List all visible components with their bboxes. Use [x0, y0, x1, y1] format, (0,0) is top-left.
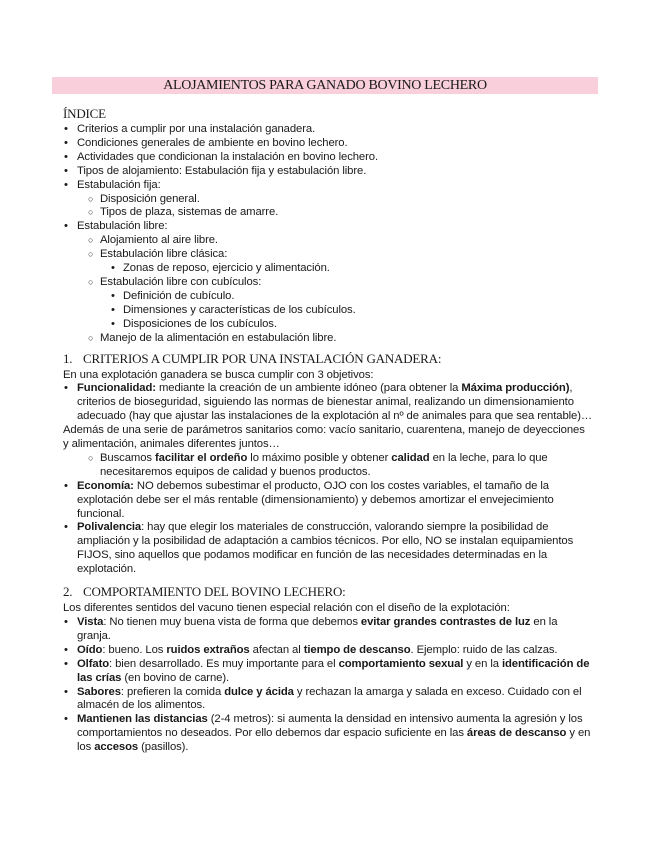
- index-subitem: ○ Estabulación libre con cubículos:: [63, 276, 593, 290]
- bold-run: ruidos extraños: [166, 643, 250, 656]
- bold-run: facilitar el ordeño: [154, 451, 248, 464]
- document-title: ALOJAMIENTOS PARA GANADO BOVINO LECHERO: [163, 78, 487, 93]
- index-subsubitem: • Disposiciones de los cubículos.: [63, 318, 593, 332]
- index-subitem: ○ Disposición general.: [63, 193, 593, 207]
- sense-label: Olfato: [77, 657, 110, 670]
- index-heading: ÍNDICE: [63, 106, 106, 121]
- text-run: y rechazan la amarga y salada en exceso. Cuidado con el almacén de los alimentos.: [77, 685, 582, 712]
- index-item: • Estabulación fija:: [63, 179, 593, 193]
- text-run: Buscamos: [100, 451, 155, 464]
- bold-run: evitar grandes contrastes de luz: [360, 616, 531, 628]
- section-number: 2.: [63, 584, 73, 600]
- text-run: : hay que elegir los materiales de construcción, valorando siempre la posibilidad de ampliación y la posibilidad de adaptación a cambios técnicos. Por ello, NO se instalan equipamientos FIJOS, sino aquellos que podamos modificar en función de las necesidades determinadas en la explotación.: [77, 521, 574, 576]
- sense-olfato: [63, 658, 593, 686]
- bold-run: dulce y ácida: [224, 685, 294, 698]
- text-run: : prefieren la comida: [120, 685, 225, 698]
- section-1-heading: [63, 351, 593, 367]
- sanitary-paragraph: Además de una serie de parámetros sanitarios como: vacío sanitario, cuarentena, manejo de deyecciones y alimentación, animales diferentes juntos…: [63, 424, 585, 451]
- bold-run: accesos: [94, 741, 139, 754]
- section-title: COMPORTAMIENTO DEL BOVINO LECHERO:: [83, 584, 346, 600]
- section-title: CRITERIOS A CUMPLIR POR UNA INSTALACIÓN GANADERA:: [83, 350, 442, 366]
- criterion-funcionalidad: [63, 382, 593, 424]
- text-run: mediante la creación de un ambiente idóneo (para obtener la: [155, 382, 462, 395]
- text-run: (en bovino de carne).: [121, 671, 230, 684]
- sense-distancias: [63, 713, 593, 755]
- index-subitem: ○ Tipos de plaza, sistemas de amarre.: [63, 206, 593, 220]
- criterion-economia: [63, 480, 593, 522]
- index-item: • Estabulación libre:: [63, 220, 593, 234]
- sense-vista: [63, 616, 593, 644]
- sense-label: Sabores: [77, 685, 121, 698]
- document-body: [63, 106, 593, 755]
- criterion-label: Funcionalidad:: [77, 382, 156, 395]
- text-run: : bueno. Los: [102, 643, 167, 656]
- text-run: . Ejemplo: ruido de las calzas.: [410, 643, 558, 656]
- index-subsubitem: • Zonas de reposo, ejercicio y alimentación.: [63, 262, 593, 276]
- index-item: • Criterios a cumplir por una instalación ganadera.: [63, 123, 593, 137]
- bold-run: comportamiento sexual: [338, 657, 464, 670]
- index-item: • Actividades que condicionan la instalación en bovino lechero.: [63, 151, 593, 165]
- criterion-label: Polivalencia: [77, 521, 142, 534]
- text-run: lo máximo posible y obtener: [247, 451, 392, 464]
- text-run: : bien desarrollado. Es muy importante para el: [109, 657, 339, 670]
- bold-run: calidad: [391, 451, 430, 464]
- sense-label: Mantienen las distancias: [77, 713, 208, 726]
- bold-run: Máxima producción): [461, 382, 570, 395]
- section-2-intro: Los diferentes sentidos del vacuno tienen especial relación con el diseño de la explotación:: [63, 602, 510, 615]
- text-run: y en los: [77, 727, 591, 754]
- text-run: (pasillos).: [138, 741, 189, 754]
- text-run: afectan al: [249, 643, 304, 656]
- text-run: y en la: [463, 657, 502, 670]
- index-subsubitem: • Definición de cubículo.: [63, 290, 593, 304]
- text-run: : No tienen muy buena vista de forma que debemos: [103, 616, 361, 628]
- index-subsubitem: • Dimensiones y características de los cubículos.: [63, 304, 593, 318]
- section-number: 1.: [63, 350, 73, 366]
- section-2-heading: [63, 584, 593, 600]
- bold-run: tiempo de descanso: [303, 643, 411, 656]
- section-1-intro: En una explotación ganadera se busca cumplir con 3 objetivos:: [63, 368, 374, 381]
- sense-oido: [63, 644, 593, 658]
- bold-run: identificación de las crías: [77, 657, 590, 684]
- criterion-label: Economía:: [77, 479, 134, 492]
- text-run: (2-4 metros): si aumenta la densidad en intensivo aumenta la agresión y los comportamientos no deseados. Por ello debemos dar espacio suficiente en las: [77, 713, 583, 740]
- text-run: en la granja.: [77, 616, 558, 642]
- index-subitem: ○ Alojamiento al aire libre.: [63, 234, 593, 248]
- text-run: , criterios de bioseguridad, siguiendo las normas de bienestar animal, realizando un dimensionamiento adecuado (hay que ajustar las instalaciones de la explotación al nº de animales para que sea rentable)…: [77, 382, 593, 423]
- index-subitem: ○ Estabulación libre clásica:: [63, 248, 593, 262]
- criterion-polivalencia: [63, 521, 593, 577]
- sense-label: Oído: [77, 643, 103, 656]
- bold-run: áreas de descanso: [466, 727, 567, 740]
- index-item: • Condiciones generales de ambiente en bovino lechero.: [63, 137, 593, 151]
- index-item: • Tipos de alojamiento: Estabulación fija y estabulación libre.: [63, 165, 593, 179]
- text-run: NO debemos subestimar el producto, OJO con los costes variables, el tamaño de la explotación debe ser el más rentable (dimensionamiento) y debemos amortizar el envejecimiento funcional.: [77, 479, 554, 520]
- index-list: [63, 123, 593, 346]
- sense-sabores: [63, 686, 593, 714]
- sense-label: Vista: [77, 616, 104, 628]
- text-run: en la leche, para lo que necesitaremos equipos de calidad y buenos productos.: [100, 451, 548, 478]
- index-subitem: ○ Manejo de la alimentación en estabulación libre.: [63, 332, 593, 346]
- ordeno-subitem: [63, 452, 593, 480]
